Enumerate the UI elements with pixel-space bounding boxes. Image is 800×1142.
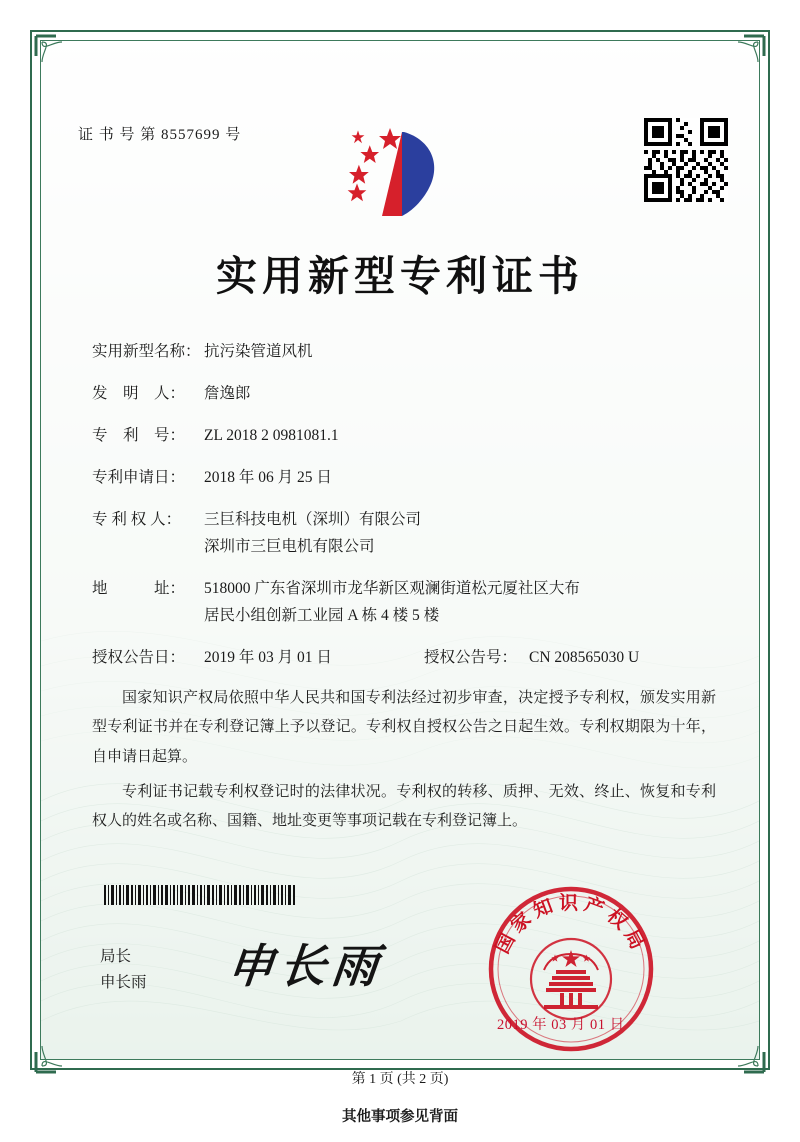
field-row bbox=[92, 577, 712, 628]
grant-number-label: 授权公告号： bbox=[424, 649, 518, 667]
field-label: 实用新型名称： bbox=[92, 343, 201, 360]
field-label: 地 址： bbox=[92, 580, 186, 598]
field-value: 抗污染管道风机 bbox=[204, 343, 313, 360]
barcode bbox=[104, 885, 298, 905]
certificate-number: 证 书 号 第 8557699 号 bbox=[78, 127, 242, 143]
field-value: ZL 2018 2 0981081.1 bbox=[204, 427, 339, 445]
field-value-line1: 三巨科技电机（深圳）有限公司 bbox=[204, 511, 422, 529]
field-row bbox=[92, 466, 712, 490]
field-label: 专利申请日： bbox=[92, 469, 186, 487]
field-value-line2: 居民小组创新工业园 A 栋 4 楼 5 楼 bbox=[204, 607, 440, 625]
cnipa-logo-icon bbox=[340, 118, 450, 223]
field-value-line1: 518000 广东省深圳市龙华新区观澜街道松元厦社区大布 bbox=[204, 580, 580, 598]
field-row bbox=[92, 424, 712, 448]
field-label: 专 利 号： bbox=[92, 427, 186, 445]
field-value: 2018 年 06 月 25 日 bbox=[204, 469, 332, 487]
field-value: 詹逸郎 bbox=[204, 385, 251, 403]
paragraph: 国家知识产权局依照中华人民共和国专利法经过初步审查，决定授予专利权，颁发实用新型专利证书并在专利登记簿上予以登记。专利权自授权公告之日起生效。专利权期限为十年，自申请日起算。 bbox=[92, 690, 716, 765]
grant-date-value: 2019 年 03 月 01 日 bbox=[204, 649, 332, 667]
body-text bbox=[92, 684, 716, 842]
page-number: 第 1 页 (共 2 页) bbox=[351, 1072, 449, 1087]
svg-text:国家知识产权局: 国家知识产权局 bbox=[492, 893, 650, 958]
signature-name: 申长雨 bbox=[100, 973, 147, 991]
field-label: 发 明 人： bbox=[92, 385, 186, 403]
grant-date-label: 授权公告日： bbox=[92, 649, 186, 667]
grant-number-value: CN 208565030 U bbox=[529, 649, 640, 667]
qr-code bbox=[644, 118, 728, 202]
signature-title: 局长 bbox=[100, 948, 132, 965]
field-label: 专 利 权 人： bbox=[92, 511, 182, 529]
field-list bbox=[92, 340, 712, 688]
field-row bbox=[92, 508, 712, 559]
back-note: 其他事项参见背面 bbox=[342, 1109, 458, 1125]
field-value bbox=[204, 577, 712, 628]
seal-date: 2019 年 03 月 01 日 bbox=[497, 1017, 625, 1033]
handwritten-signature: 申长雨 bbox=[224, 941, 387, 992]
page-title: 实用新型专利证书 bbox=[216, 253, 584, 299]
field-value bbox=[204, 508, 712, 559]
field-row bbox=[92, 340, 712, 364]
field-value-line2: 深圳市三巨电机有限公司 bbox=[204, 538, 375, 556]
field-row bbox=[92, 382, 712, 406]
grant-row bbox=[92, 646, 712, 670]
paragraph: 专利证书记载专利权登记时的法律状况。专利权的转移、质押、无效、终止、恢复和专利权人的姓名或名称、国籍、地址变更等事项记载在专利登记簿上。 bbox=[92, 783, 716, 829]
signature-block bbox=[100, 944, 147, 995]
